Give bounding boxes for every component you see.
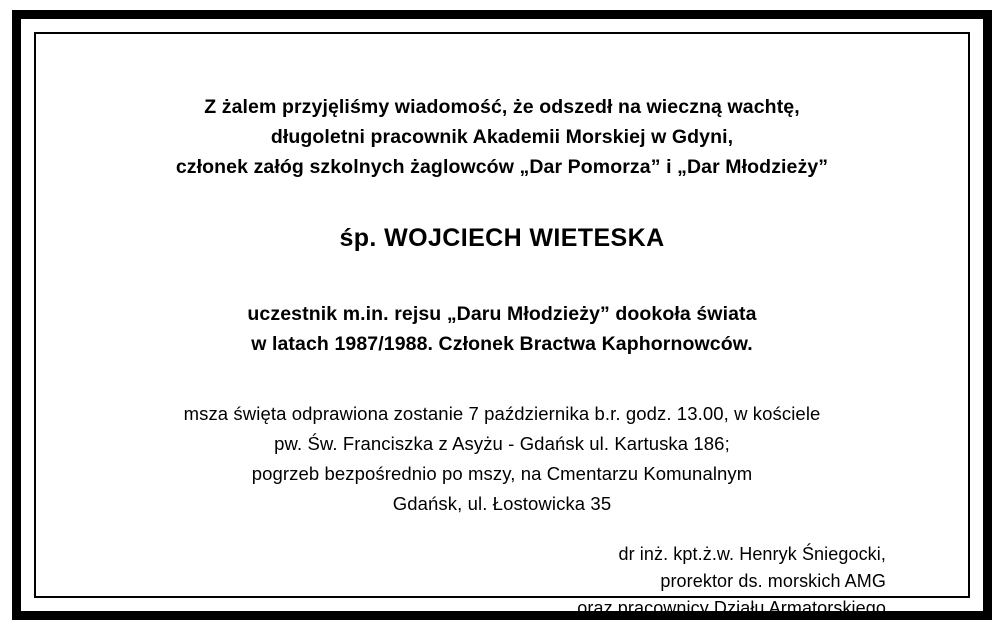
- funeral-service-block: [70, 399, 934, 519]
- obituary-inner-border: [34, 32, 970, 618]
- service-line: pogrzeb bezpośrednio po mszy, na Cmentarzu Komunalnym: [251, 463, 753, 484]
- signature-line: prorektor ds. morskich AMG: [660, 571, 886, 591]
- signature-line: oraz pracownicy Działu Armatorskiego: [577, 598, 886, 618]
- service-line: Gdańsk, ul. Łostowicka 35: [392, 493, 612, 514]
- biography-block: [70, 299, 934, 359]
- signature-line: dr inż. kpt.ż.w. Henryk Śniegocki,: [618, 544, 886, 564]
- signature-block: [70, 541, 934, 622]
- intro-block: [70, 92, 934, 182]
- biography-line: w latach 1987/1988. Członek Bractwa Kaphornowców.: [251, 333, 753, 355]
- intro-line: członek załóg szkolnych żaglowców „Dar Pomorza” i „Dar Młodzieży”: [175, 156, 829, 178]
- intro-line: Z żalem przyjęliśmy wiadomość, że odszedł na wieczną wachtę,: [204, 96, 800, 118]
- service-line: msza święta odprawiona zostanie 7 października b.r. godz. 13.00, w kościele: [183, 403, 821, 424]
- intro-line: długoletni pracownik Akademii Morskiej w Gdyni,: [270, 126, 734, 148]
- service-line: pw. Św. Franciszka z Asyżu - Gdańsk ul. Kartuska 186;: [274, 433, 730, 454]
- deceased-name: śp. WOJCIECH WIETESKA: [339, 224, 665, 252]
- obituary-notice: [36, 34, 968, 618]
- obituary-outer-border: [12, 10, 992, 620]
- deceased-name-block: [70, 222, 934, 254]
- biography-line: uczestnik m.in. rejsu „Daru Młodzieży” dookoła świata: [247, 303, 757, 325]
